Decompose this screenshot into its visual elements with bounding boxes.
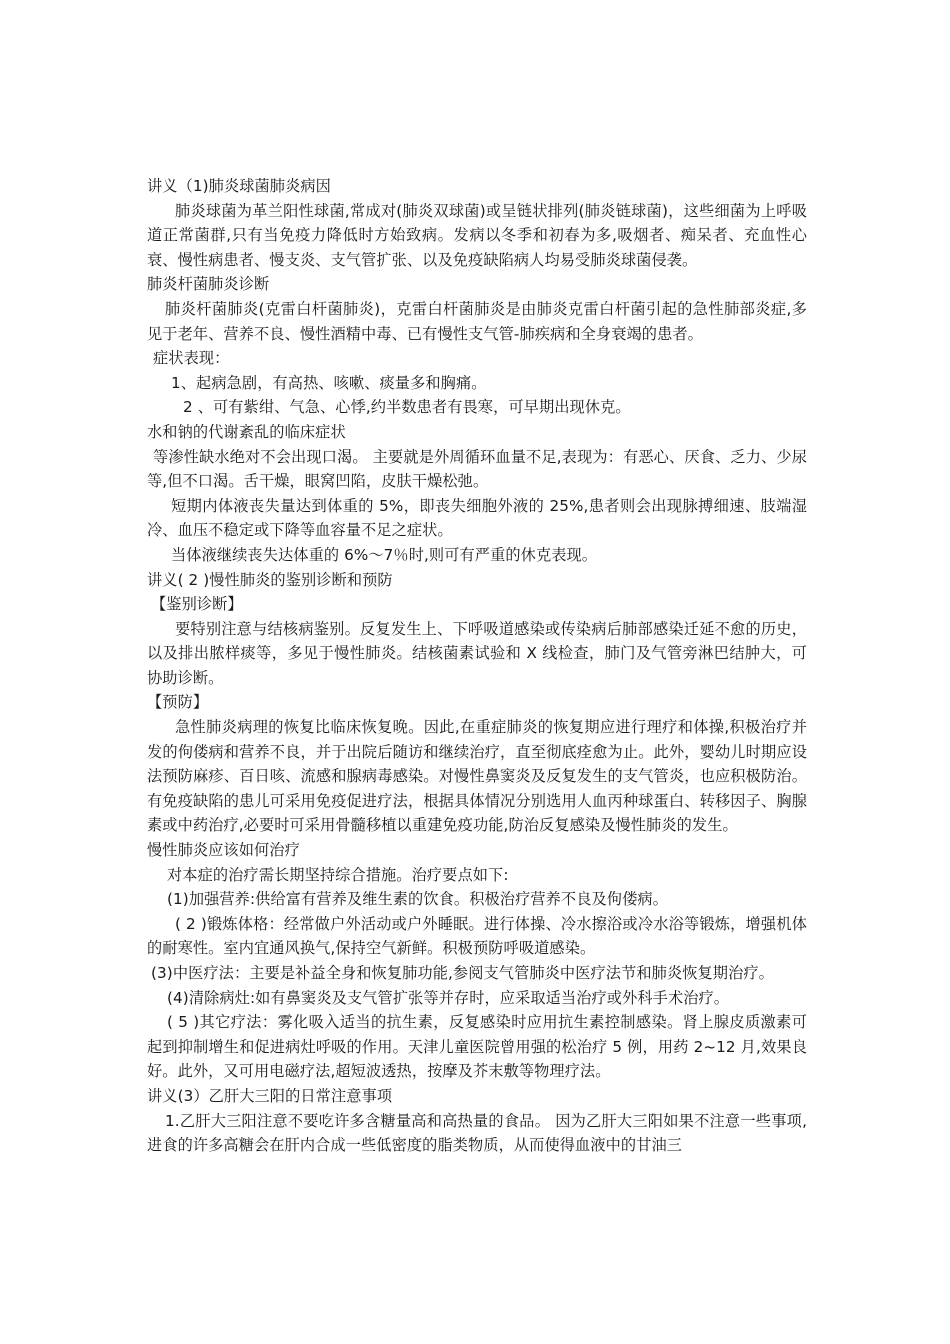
list-item: 1、起病急剧，有高热、咳嗽、痰量多和胸痛。 <box>171 373 487 392</box>
list-item: ( 2 )锻炼体格：经常做户外活动或户外睡眠。进行体操、冷水擦浴或冷水浴等锻炼，增强机体的耐寒性。室内宜通风换气,保持空气新鲜。积极预防呼吸道感染。 <box>147 914 807 958</box>
paragraph: 等渗性缺水绝对不会出现口渴。 主要就是外周循环血量不足,表现为：有恶心、厌食、乏力、少尿等,但不口渴。舌干燥，眼窝凹陷，皮肤干燥松弛。 <box>147 447 807 491</box>
document-body <box>147 174 807 1158</box>
section-heading: 讲义( 2 )慢性肺炎的鉴别诊断和预防 <box>147 570 393 589</box>
list-item: ( 5 )其它疗法：雾化吸入适当的抗生素，反复感染时应用抗生素控制感染。肾上腺皮质激素可起到抑制增生和促进病灶呼吸的作用。天津儿童医院曾用强的松治疗 5 例，用药 2~12 月,效果良好。此外，又可用电磁疗法,超短波透热，按摩及芥末敷等物理疗法。 <box>147 1013 807 1081</box>
paragraph: 短期内体液丧失量达到体重的 5%，即丧失细胞外液的 25%,患者则会出现脉搏细速、肢端湿冷、血压不稳定或下降等血容量不足之症状。 <box>147 496 807 540</box>
section-heading: 肺炎杆菌肺炎诊断 <box>147 275 270 294</box>
list-item: (3)中医疗法：主要是补益全身和恢复肺功能,参阅支气管肺炎中医疗法节和肺炎恢复期治疗。 <box>151 964 774 982</box>
subheading: 【预防】 <box>147 693 209 712</box>
section-heading: 水和钠的代谢紊乱的临床症状 <box>147 422 346 441</box>
paragraph: 当体液继续丧失达体重的 6%～7％时,则可有严重的休克表现。 <box>171 545 598 564</box>
paragraph: 对本症的治疗需长期坚持综合措施。治疗要点如下: <box>167 865 509 884</box>
paragraph: 要特别注意与结核病鉴别。反复发生上、下呼吸道感染或传染病后肺部感染迁延不愈的历史，以及排出脓样痰等，多见于慢性肺炎。结核菌素试验和 X 线检查，肺门及气管旁淋巴结肿大，可协助诊断。 <box>147 619 807 687</box>
list-item: 2 、可有紫绀、气急、心悸,约半数患者有畏寒，可早期出现休克。 <box>183 398 631 417</box>
subheading: 症状表现： <box>153 349 230 368</box>
paragraph: 急性肺炎病理的恢复比临床恢复晚。因此,在重症肺炎的恢复期应进行理疗和体操,积极治疗并发的佝偻病和营养不良，并于出院后随访和继续治疗，直至彻底痊愈为止。此外，婴幼儿时期应设法预防麻疹、百日咳、流感和腺病毒感染。对慢性鼻窦炎及反复发生的支气管炎，也应积极防治。有免疫缺陷的患儿可采用免疫促进疗法，根据具体情况分别选用人血丙种球蛋白、转移因子、胸腺素或中药治疗,必要时可采用骨髓移植以重建免疫功能,防治反复感染及慢性肺炎的发生。 <box>147 718 807 835</box>
paragraph: 1.乙肝大三阳注意不要吃许多含糖量高和高热量的食品。 因为乙肝大三阳如果不注意一些事项,进食的许多高糖会在肝内合成一些低密度的脂类物质，从而使得血液中的甘油三 <box>147 1111 807 1155</box>
section-heading: 讲义(3）乙肝大三阳的日常注意事项 <box>147 1086 393 1105</box>
list-item: (1)加强营养:供给富有营养及维生素的饮食。积极治疗营养不良及佝偻病。 <box>167 890 668 909</box>
section-heading: 讲义（1)肺炎球菌肺炎病因 <box>147 177 331 195</box>
paragraph: 肺炎球菌为革兰阳性球菌,常成对(肺炎双球菌)或呈链状排列(肺炎链球菌)，这些细菌为上呼吸道正常菌群,只有当免疫力降低时方始致病。发病以冬季和初春为多,吸烟者、痴呆者、充血性心衰、慢性病患者、慢支炎、支气管扩张、以及免疫缺陷病人均易受肺炎球菌侵袭。 <box>147 201 807 269</box>
paragraph: 肺炎杆菌肺炎(克雷白杆菌肺炎)，克雷白杆菌肺炎是由肺炎克雷白杆菌引起的急性肺部炎症,多见于老年、营养不良、慢性酒精中毒、已有慢性支气管-肺疾病和全身衰竭的患者。 <box>147 299 807 343</box>
subheading: 【鉴别诊断】 <box>151 595 243 614</box>
section-heading: 慢性肺炎应该如何治疗 <box>147 841 300 860</box>
list-item: (4)清除病灶:如有鼻窦炎及支气管扩张等并存时，应采取适当治疗或外科手术治疗。 <box>167 988 730 1007</box>
